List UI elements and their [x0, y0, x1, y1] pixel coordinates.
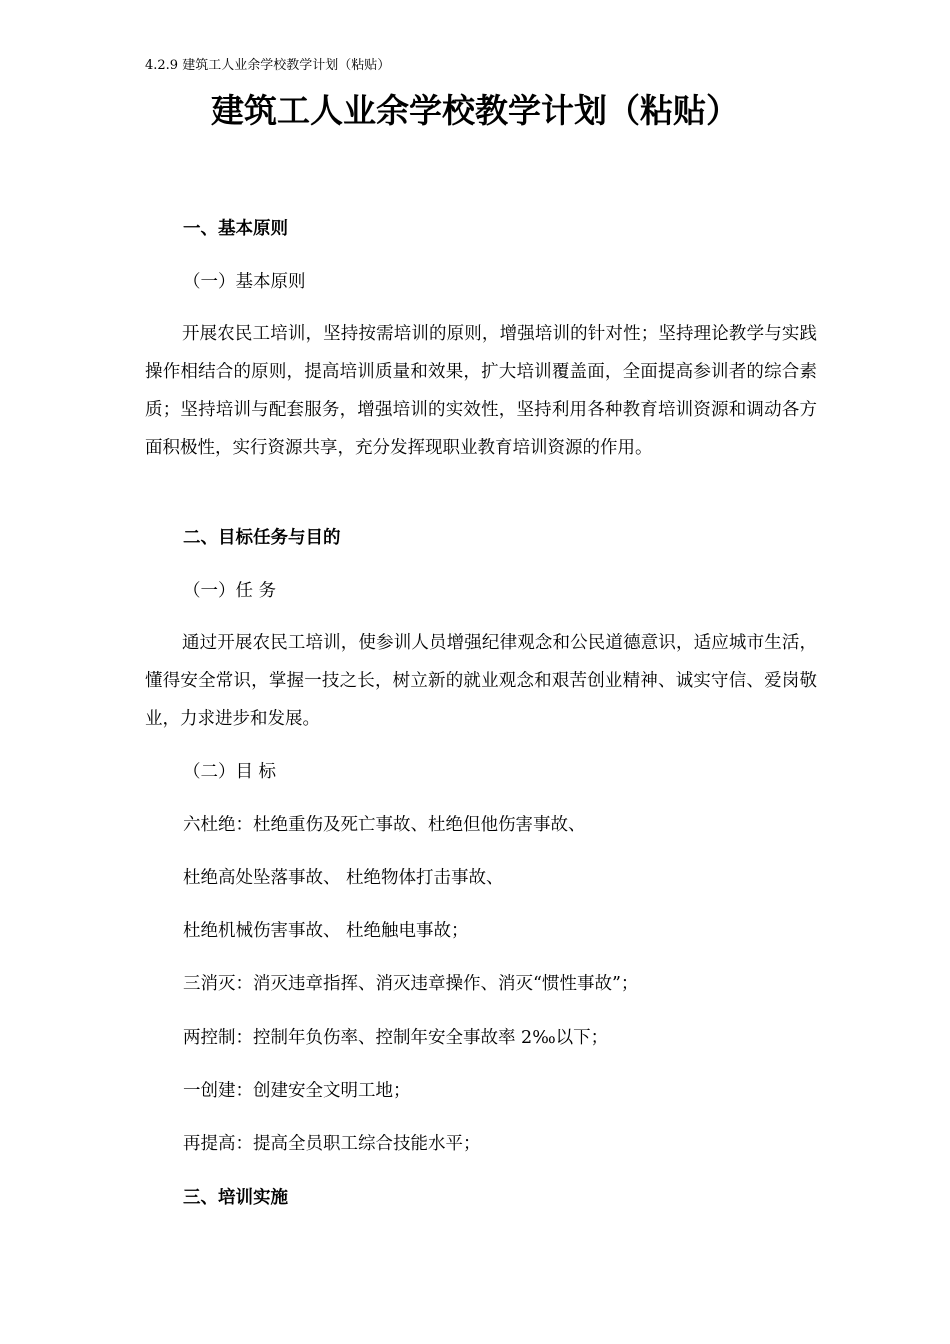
paragraph-tasks: 通过开展农民工培训，使参训人员增强纪律观念和公民道德意识，适应城市生活，懂得安全常识，掌握一技之长，树立新的就业观念和艰苦创业精神、诚实守信、爱岗敬业，力求进步和发展。 [145, 633, 817, 729]
subsection-heading-tasks: （一）任 务 [183, 581, 277, 601]
paragraph-basic-principles: 开展农民工培训，坚持按需培训的原则，增强培训的针对性；坚持理论教学与实践操作相结合的原则，提高培训质量和效果，扩大培训覆盖面，全面提高参训者的综合素质；坚持培训与配套服务，增强培训的实效性，坚持利用各种教育培训资源和调动各方面积极性，实行资源共享，充分发挥现职业教育培训资源的作用。 [145, 324, 817, 458]
running-header: 4.2.9 建筑工人业余学校教学计划（粘贴） [145, 58, 391, 73]
goal-item: 杜绝高处坠落事故、 杜绝物体打击事故、 [183, 868, 504, 888]
goal-item: 杜绝机械伤害事故、 杜绝触电事故； [183, 921, 469, 941]
section-heading-training-implementation: 三、培训实施 [183, 1188, 288, 1208]
section-heading-basic-principles: 一、基本原则 [183, 219, 288, 239]
subsection-heading-basic-principles: （一）基本原则 [183, 272, 306, 292]
goal-item: 再提高：提高全员职工综合技能水平； [183, 1134, 481, 1154]
document-title: 建筑工人业余学校教学计划（粘贴） [211, 91, 739, 130]
goal-item: 六杜绝：杜绝重伤及死亡事故、杜绝但他伤害事故、 [183, 815, 586, 835]
goal-item: 三消灭：消灭违章指挥、消灭违章操作、消灭“惯性事故”； [183, 974, 639, 994]
subsection-heading-goals: （二）目 标 [183, 762, 277, 782]
goal-item: 两控制：控制年负伤率、控制年安全事故率 2‰以下； [183, 1028, 609, 1048]
goal-item: 一创建：创建安全文明工地； [183, 1081, 411, 1101]
section-heading-goals-tasks: 二、目标任务与目的 [183, 528, 341, 548]
